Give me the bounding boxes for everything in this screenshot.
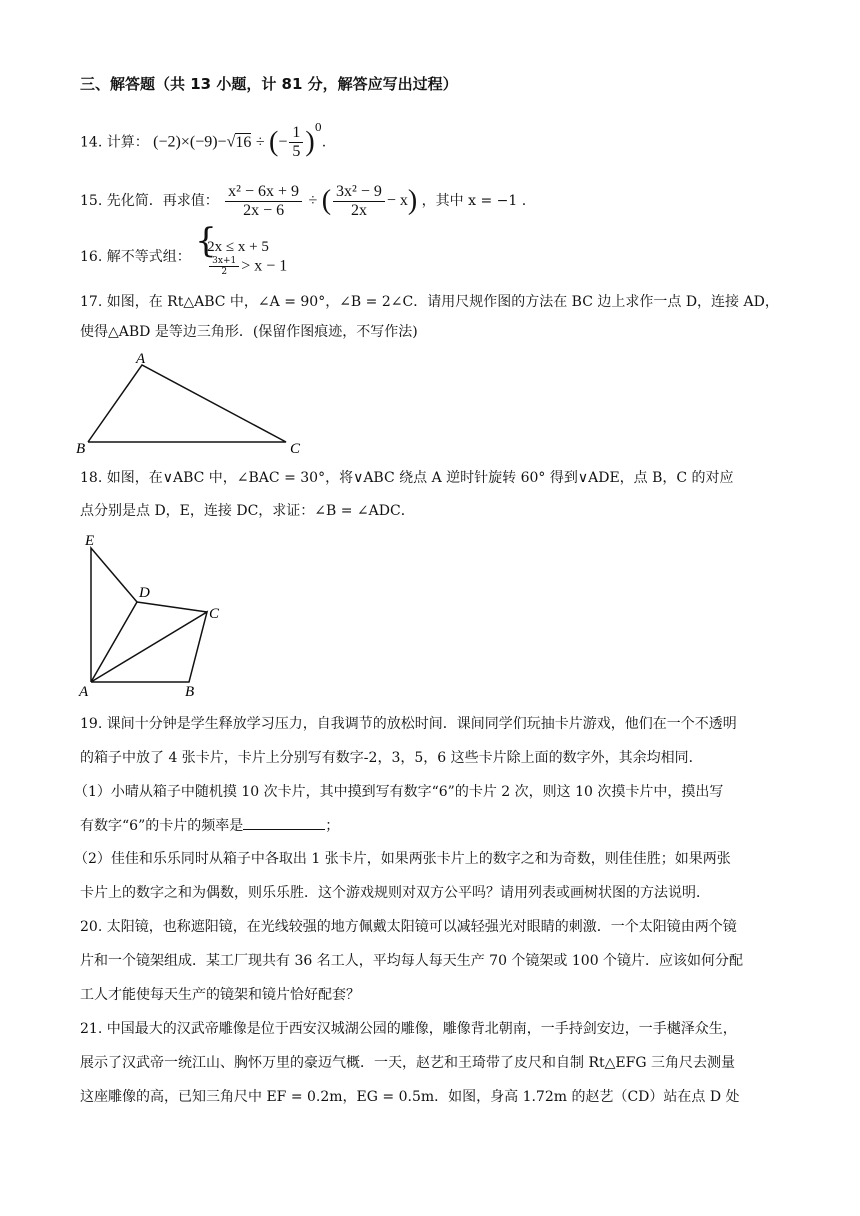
q20-line-1: 20. 太阳镜，也称遮阳镜，在光线较强的地方佩戴太阳镜可以减轻强光对眼睛的刺激．一个太阳镜由两个镜 [80, 919, 737, 935]
q15-f1-den: 2x − 6 [243, 201, 285, 219]
question-15: 15. 先化简．再求值： $\frac{\text{x² − 6x + 9}}{2x - 6}$ ÷ ( $\frac{\text{3x² − 9}}{2x}$ − x) ，其中 x = −1 . [80, 182, 527, 219]
q19-line-4-text: 有数字“6”的卡片的频率是 [80, 818, 244, 834]
label-a: A [136, 351, 146, 367]
q19-line-5: （2）佳佳和乐乐同时从箱子中各取出 1 张卡片，如果两张卡片上的数字之和为奇数，则佳佳胜；如果两张 [74, 851, 731, 867]
right-paren: ) [305, 126, 315, 158]
q15-f1-num: x² − 6x + 9 [225, 183, 302, 202]
section-title: 三、解答题（共 13 小题，计 81 分，解答应写出过程） [80, 75, 458, 93]
q16-frac-num: 3x+1 [209, 256, 239, 267]
triangle-abc [88, 365, 286, 442]
rotation-figure [75, 530, 235, 700]
q16-label: 16. 解不等式组： [80, 249, 191, 265]
q14-end: . [321, 134, 327, 151]
q15-f2-num: 3x² − 9 [333, 183, 385, 202]
label-a2: A [79, 684, 89, 700]
q15-f2-den: 2x [350, 201, 367, 219]
q14-frac-num: 1 [289, 124, 303, 143]
q19-line-6: 卡片上的数字之和为偶数，则乐乐胜．这个游戏规则对双方公平吗？请用列表或画树状图的方法说明． [80, 885, 710, 901]
q19-line-1: 19. 课间十分钟是学生释放学习压力，自我调节的放松时间．课间同学们玩抽卡片游戏，他们在一个不透明 [80, 716, 737, 732]
answer-blank[interactable] [243, 815, 325, 830]
q14-expr: (−2)×(−9)− [153, 133, 227, 151]
sqrt-sign: √ [226, 133, 236, 151]
triangle-abc-figure [70, 345, 320, 460]
q19-line-3: （1）小晴从箱子中随机摸 10 次卡片，其中摸到写有数字“6”的卡片 2 次，则这 10 次摸卡片中，摸出写 [74, 784, 724, 800]
q21-line-1: 21. 中国最大的汉武帝雕像是位于西安汉城湖公园的雕像，雕像背北朝南，一手持剑安边，一手樾泽众生， [80, 1021, 737, 1037]
q18-line-2: 点分别是点 D，E，连接 DC，求证：∠B = ∠ADC． [80, 503, 415, 519]
label-b2: B [185, 684, 195, 700]
q16-ineq-1: 2x ≤ x + 5 [207, 238, 269, 255]
q18-line-1: 18. 如图，在∨ABC 中，∠BAC = 30°，将∨ABC 绕点 A 逆时针旋转 60° 得到∨ADE，点 B，C 的对应 [80, 470, 734, 486]
brace-icon: { [195, 220, 217, 261]
q17-line-1: 17. 如图，在 Rt△ABC 中，∠A = 90°，∠B = 2∠C．请用尺规作图的方法在 BC 边上求作一点 D，连接 AD， [80, 294, 779, 310]
q14-exponent: 0 [314, 121, 322, 134]
label-b: B [76, 441, 86, 457]
label-d: D [139, 585, 150, 601]
q21-line-2: 展示了汉武帝一统江山、胸怀万里的豪迈气概．一天，赵艺和王琦带了皮尺和自制 Rt△EFG 三角尺去测量 [80, 1055, 735, 1071]
q15-div: ÷ [308, 192, 318, 209]
q19-line-4 [80, 815, 339, 836]
q16-ineq-2 [207, 256, 287, 277]
q15-minus-x: − x [386, 192, 408, 209]
q15-fraction-1 [225, 183, 302, 220]
q15-tail: ，其中 x = −1 . [421, 193, 527, 209]
question-16 [80, 220, 288, 278]
q14-frac-den: 5 [292, 143, 301, 161]
q20-line-2: 片和一个镜架组成．某工厂现共有 36 名工人，平均每人每天生产 70 个镜架或 100 个镜片．应该如何分配 [80, 953, 744, 969]
q21-line-3: 这座雕像的高，已知三角尺中 EF = 0.2m，EG = 0.5m．如图，身高 1.72m 的赵艺（CD）站在点 D 处 [80, 1089, 740, 1105]
q14-div: ÷ [255, 133, 265, 151]
label-c2: C [209, 606, 220, 622]
q19-line-2: 的箱子中放了 4 张卡片，卡片上分别写有数字-2，3，5，6 这些卡片除上面的数字外，其余均相同． [80, 750, 703, 766]
q14-fraction [289, 124, 303, 161]
q19-line-4-end: ； [325, 818, 340, 834]
q16-system [195, 220, 288, 277]
q14-label: 14. 计算： [80, 134, 149, 151]
label-e: E [85, 533, 95, 549]
left-paren: ( [269, 126, 279, 158]
segment-dc [137, 602, 207, 612]
question-14: 14. 计算： (−2)×(−9)−√16 ÷ (− $\frac{1}{5}$ )$^0$. [80, 121, 327, 161]
triangle-ade [91, 548, 137, 682]
q15-label: 15. 先化简．再求值： [80, 193, 219, 209]
q20-line-3: 工人才能使每天生产的镜架和镜片恰好配套？ [80, 987, 360, 1003]
q16-frac-den: 2 [221, 266, 228, 277]
q15-fraction-2 [333, 183, 385, 220]
q16-ineq-2-rest: > x − 1 [241, 257, 288, 274]
q17-line-2: 使得△ABD 是等边三角形．(保留作图痕迹，不写作法) [80, 324, 418, 340]
label-c: C [290, 441, 301, 457]
q14-sqrt-arg: 16 [235, 133, 252, 151]
triangle-abc-2 [91, 612, 207, 682]
